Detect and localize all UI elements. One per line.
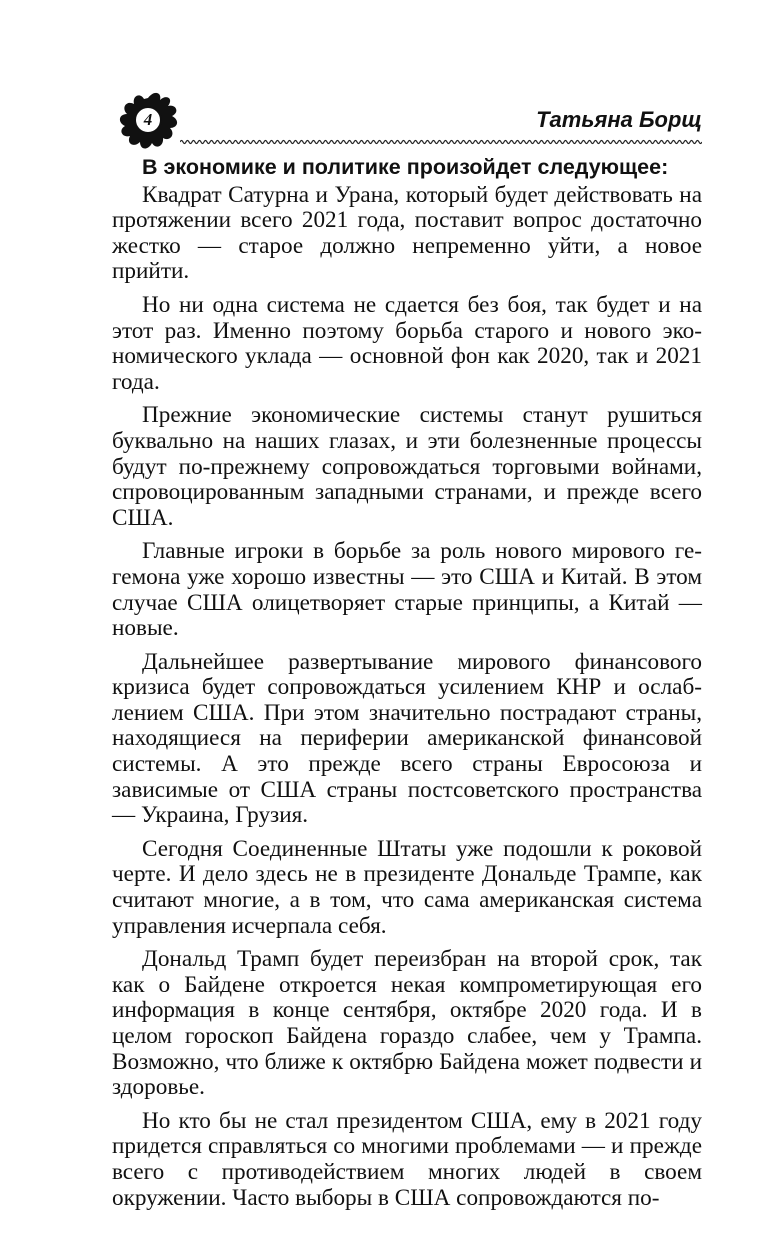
section-heading: В экономике и политике произойдет следующее: bbox=[142, 155, 669, 179]
paragraph: Прежние экономические системы станут рушиться буквально на наших глазах, и эти болезненные процессы будут по-прежнему сопровождаться торговыми войнами, спровоцированным западными странами, и прежде всего США. bbox=[112, 402, 702, 531]
running-header-author: Татьяна Борщ bbox=[536, 107, 702, 132]
paragraph: Но кто бы не стал президентом США, ему в 2021 году придется справляться со многими проблемами — и прежде всего с противодействием многих людей в своем окружении. Часто выборы в США сопровождаются по- bbox=[112, 1107, 702, 1211]
paragraph: Но ни одна система не сдается без боя, так будет и на этот раз. Именно поэтому борьба старого и нового экономического уклада — основной фон как 2020, так и 2021 года. bbox=[112, 291, 702, 395]
running-header bbox=[110, 88, 702, 158]
header-wavy-rule bbox=[180, 138, 702, 146]
paragraph: Главные игроки в борьбе за роль нового мирового гегемона уже хорошо известны — это США и Китай. В этом случае США олицетворяет старые принципы, а Китай — новые. bbox=[112, 538, 702, 642]
paragraph: Дональд Трамп будет переизбран на второй срок, так как о Байдене откроется некая компрометирующая его информация в конце сентября, октябре 2020 года. И в целом гороскоп Байдена гораздо слабее, чем у Трампа. Возможно, что ближе к октябрю Байдена может подвести и здоровье. bbox=[112, 946, 702, 1101]
page-text bbox=[112, 155, 702, 1219]
page-number: 4 bbox=[143, 110, 153, 129]
paragraph: Сегодня Соединенные Штаты уже подошли к роковой черте. И дело здесь не в президенте Дональде Трампе, как считают многие, а в том, что сама американская система управления исчерпала себя. bbox=[112, 835, 702, 939]
paragraph: Квадрат Сатурна и Урана, который будет действовать на протяжении всего 2021 года, поставит вопрос достаточно жестко — старое должно непременно уйти, а новое прийти. bbox=[112, 181, 702, 285]
paragraph: Дальнейшее развертывание мирового финансового кризиса будет сопровождаться усилением КНР и ослаблением США. При этом значительно пострадают страны, находящиеся на периферии американской финансовой системы. А это прежде всего страны Евросоюза и зависимые от США страны постсоветского пространства — Украина, Грузия. bbox=[112, 648, 702, 829]
